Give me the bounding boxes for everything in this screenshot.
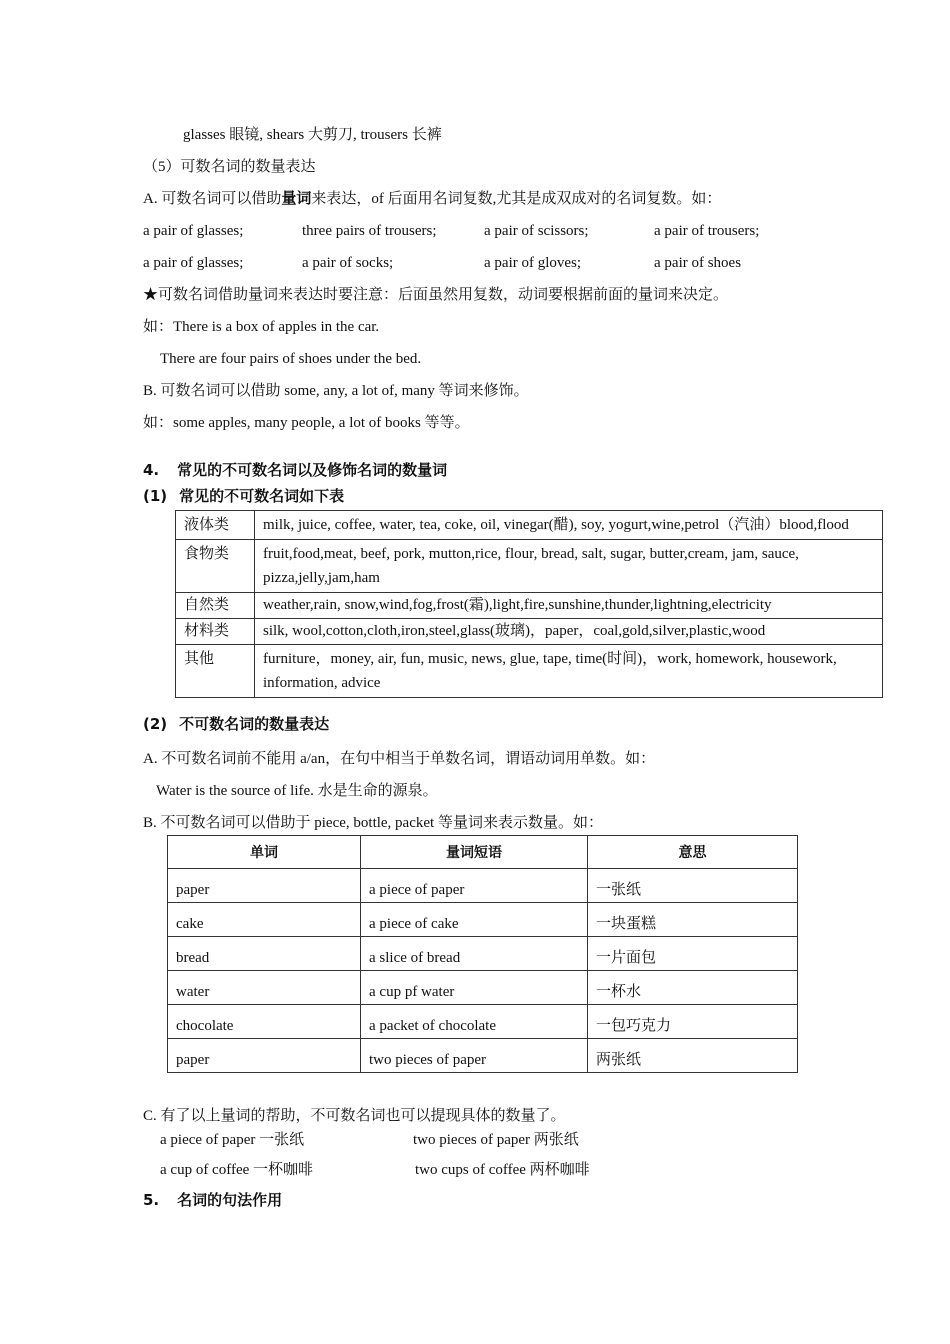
cell-meaning: 一片面包 <box>588 937 798 971</box>
category-words: silk, wool,cotton,cloth,iron,steel,glass(玻璃)，paper，coal,gold,silver,plastic,wood <box>255 619 883 645</box>
cell-phrase: a piece of paper <box>361 869 588 903</box>
table-row <box>168 903 798 937</box>
section-4-title: 常见的不可数名词以及修饰名词的数量词 <box>177 461 448 479</box>
section-4-heading <box>143 460 447 480</box>
example-line-1: 如：There is a box of apples in the car. <box>143 319 380 335</box>
section-4-number: 4. <box>143 461 160 479</box>
cell-word: chocolate <box>168 1005 361 1039</box>
pair-phrase: a pair of glasses; <box>143 223 244 239</box>
table-row <box>176 619 883 645</box>
table-row <box>176 511 883 540</box>
cell-meaning: 两张纸 <box>588 1039 798 1073</box>
point-b-example: 如：some apples, many people, a lot of books 等等。 <box>143 415 470 431</box>
sub-1-number: (1) <box>143 487 168 505</box>
point-b-countable: B. 可数名词可以借助 some, any, a lot of, many 等词来修饰。 <box>143 383 529 399</box>
column-header: 单词 <box>168 836 361 869</box>
point-c-example: two cups of coffee 两杯咖啡 <box>415 1162 590 1178</box>
category-label: 自然类 <box>176 593 255 619</box>
point-a-example: Water is the source of life. 水是生命的源泉。 <box>156 783 438 799</box>
category-label: 其他 <box>176 645 255 698</box>
cell-word: water <box>168 971 361 1005</box>
pair-phrase: a pair of glasses; <box>143 255 244 271</box>
column-header: 意思 <box>588 836 798 869</box>
point-a-pre: A. 可数名词可以借助 <box>143 191 282 207</box>
cell-meaning: 一块蛋糕 <box>588 903 798 937</box>
pair-phrase: a pair of shoes <box>654 255 742 271</box>
measure-word-table <box>167 835 798 1073</box>
sub-2-number: (2) <box>143 715 168 733</box>
cell-meaning: 一张纸 <box>588 869 798 903</box>
pair-phrase: a pair of scissors; <box>484 223 589 239</box>
cell-phrase: a piece of cake <box>361 903 588 937</box>
point-a-countable <box>143 189 721 209</box>
category-words: fruit,food,meat, beef, pork, mutton,rice, flour, bread, salt, sugar, butter,cream, jam, sauce, pizza,jelly,jam,ham <box>255 540 883 593</box>
cell-word: cake <box>168 903 361 937</box>
point-a-uncountable: A. 不可数名词前不能用 a/an，在句中相当于单数名词，谓语动词用单数。如： <box>143 751 656 767</box>
table-row <box>176 540 883 593</box>
table-row <box>176 645 883 698</box>
table-row <box>168 937 798 971</box>
section-5-heading <box>143 1190 282 1210</box>
category-words: milk, juice, coffee, water, tea, coke, oil, vinegar(醋), soy, yogurt,wine,petrol（汽油）blood,flood <box>255 511 883 540</box>
column-header: 量词短语 <box>361 836 588 869</box>
pairs-row-1 <box>0 221 950 241</box>
cell-phrase: a slice of bread <box>361 937 588 971</box>
point-c-example: two pieces of paper 两张纸 <box>413 1132 579 1148</box>
uncountable-noun-table <box>175 510 883 698</box>
table-row <box>168 869 798 903</box>
table-row <box>168 1039 798 1073</box>
table-row <box>168 971 798 1005</box>
table-header-row <box>168 836 798 869</box>
category-label: 食物类 <box>176 540 255 593</box>
pairs-row-2 <box>0 253 950 273</box>
point-c-uncountable: C. 有了以上量词的帮助，不可数名词也可以提现具体的数量了。 <box>143 1108 566 1124</box>
glasses-shears-trousers-line: glasses 眼镜, shears 大剪刀, trousers 长裤 <box>183 127 442 143</box>
category-label: 液体类 <box>176 511 255 540</box>
category-words: furniture，money, air, fun, music, news, glue, tape, time(时间)，work, homework, housework, information, advice <box>255 645 883 698</box>
cell-phrase: two pieces of paper <box>361 1039 588 1073</box>
pair-phrase: three pairs of trousers; <box>302 223 437 239</box>
cell-meaning: 一杯水 <box>588 971 798 1005</box>
sub-1-title: 常见的不可数名词如下表 <box>179 487 345 505</box>
cell-word: paper <box>168 1039 361 1073</box>
sub-2-title: 不可数名词的数量表达 <box>179 715 330 733</box>
sub-1-heading <box>143 486 344 506</box>
cell-meaning: 一包巧克力 <box>588 1005 798 1039</box>
cell-phrase: a packet of chocolate <box>361 1005 588 1039</box>
point-a-post: 来表达，of 后面用名词复数,尤其是成双成对的名词复数。如： <box>311 191 722 207</box>
star-note: ★可数名词借助量词来表达时要注意：后面虽然用复数，动词要根据前面的量词来决定。 <box>143 287 729 303</box>
point-c-example: a cup of coffee 一杯咖啡 <box>160 1162 314 1178</box>
pair-phrase: a pair of socks; <box>302 255 394 271</box>
table-row <box>168 1005 798 1039</box>
point-b-uncountable: B. 不可数名词可以借助于 piece, bottle, packet 等量词来表示数量。如： <box>143 815 603 831</box>
point-c-example: a piece of paper 一张纸 <box>160 1132 305 1148</box>
point-a-bold: 量词 <box>281 191 312 207</box>
section-5-number: 5. <box>143 1191 160 1209</box>
sub5-heading: （5）可数名词的数量表达 <box>143 159 316 175</box>
cell-word: bread <box>168 937 361 971</box>
category-words: weather,rain, snow,wind,fog,frost(霜),light,fire,sunshine,thunder,lightning,electricity <box>255 593 883 619</box>
example-line-2: There are four pairs of shoes under the bed. <box>160 351 422 367</box>
pair-phrase: a pair of gloves; <box>484 255 582 271</box>
sub-2-heading <box>143 714 329 734</box>
cell-phrase: a cup pf water <box>361 971 588 1005</box>
section-5-title: 名词的句法作用 <box>177 1191 283 1209</box>
category-label: 材料类 <box>176 619 255 645</box>
pair-phrase: a pair of trousers; <box>654 223 760 239</box>
table-row <box>176 593 883 619</box>
cell-word: paper <box>168 869 361 903</box>
